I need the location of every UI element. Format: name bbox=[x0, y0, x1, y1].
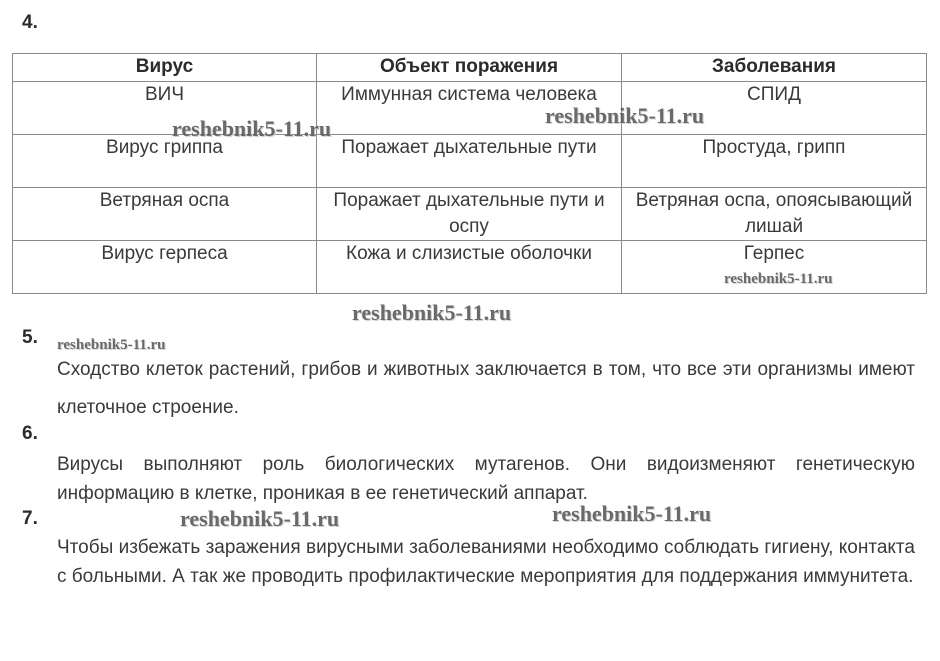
cell-disease: Простуда, грипп bbox=[622, 135, 927, 188]
cell-virus: Вирус герпеса bbox=[13, 241, 317, 294]
table-row bbox=[13, 82, 927, 135]
watermark: reshebnik5-11.ru bbox=[57, 337, 166, 353]
task-number-5: 5. bbox=[22, 327, 38, 348]
header-target: Объект поражения bbox=[317, 54, 622, 82]
cell-virus: Вирус гриппа bbox=[13, 135, 317, 188]
table-row bbox=[13, 188, 927, 241]
cell-target: Поражает дыхательные пути bbox=[317, 135, 622, 188]
task-number-6: 6. bbox=[22, 423, 38, 444]
table-header-row bbox=[13, 54, 927, 82]
header-diseases: Заболевания bbox=[622, 54, 927, 82]
cell-disease: СПИД bbox=[622, 82, 927, 135]
watermark: reshebnik5-11.ru bbox=[724, 271, 833, 287]
cell-target: Иммунная система человека bbox=[317, 82, 622, 135]
answer-5: Сходство клеток растений, грибов и животных заключается в том, что все эти организмы имеют клеточное строение. bbox=[57, 359, 915, 418]
header-virus: Вирус bbox=[13, 54, 317, 82]
cell-target: Поражает дыхательные пути и оспу bbox=[317, 188, 622, 241]
watermark: reshebnik5-11.ru bbox=[180, 506, 340, 531]
answer-7: Чтобы избежать заражения вирусными заболеваниями необходимо соблюдать гигиену, контакта с больными. А так же проводить профилактические мероприятия для поддержания иммунитета. bbox=[57, 537, 915, 587]
watermark: reshebnik5-11.ru bbox=[545, 103, 705, 128]
table-row bbox=[13, 135, 927, 188]
virus-table bbox=[12, 53, 927, 294]
watermark: reshebnik5-11.ru bbox=[552, 501, 712, 526]
task-number-7: 7. bbox=[22, 508, 38, 529]
watermark: reshebnik5-11.ru bbox=[352, 300, 512, 325]
cell-virus: Ветряная оспа bbox=[13, 188, 317, 241]
answer-6: Вирусы выполняют роль биологических мутагенов. Они видоизменяют генетическую информацию в клетке, проникая в ее генетический аппарат. bbox=[57, 454, 915, 504]
cell-target: Кожа и слизистые оболочки bbox=[317, 241, 622, 294]
cell-disease: Герпес bbox=[622, 241, 927, 294]
cell-disease: Ветряная оспа, опоясывающий лишай bbox=[622, 188, 927, 241]
watermark: reshebnik5-11.ru bbox=[172, 116, 332, 141]
task-number-4: 4. bbox=[22, 12, 38, 33]
cell-virus: ВИЧ bbox=[13, 82, 317, 135]
